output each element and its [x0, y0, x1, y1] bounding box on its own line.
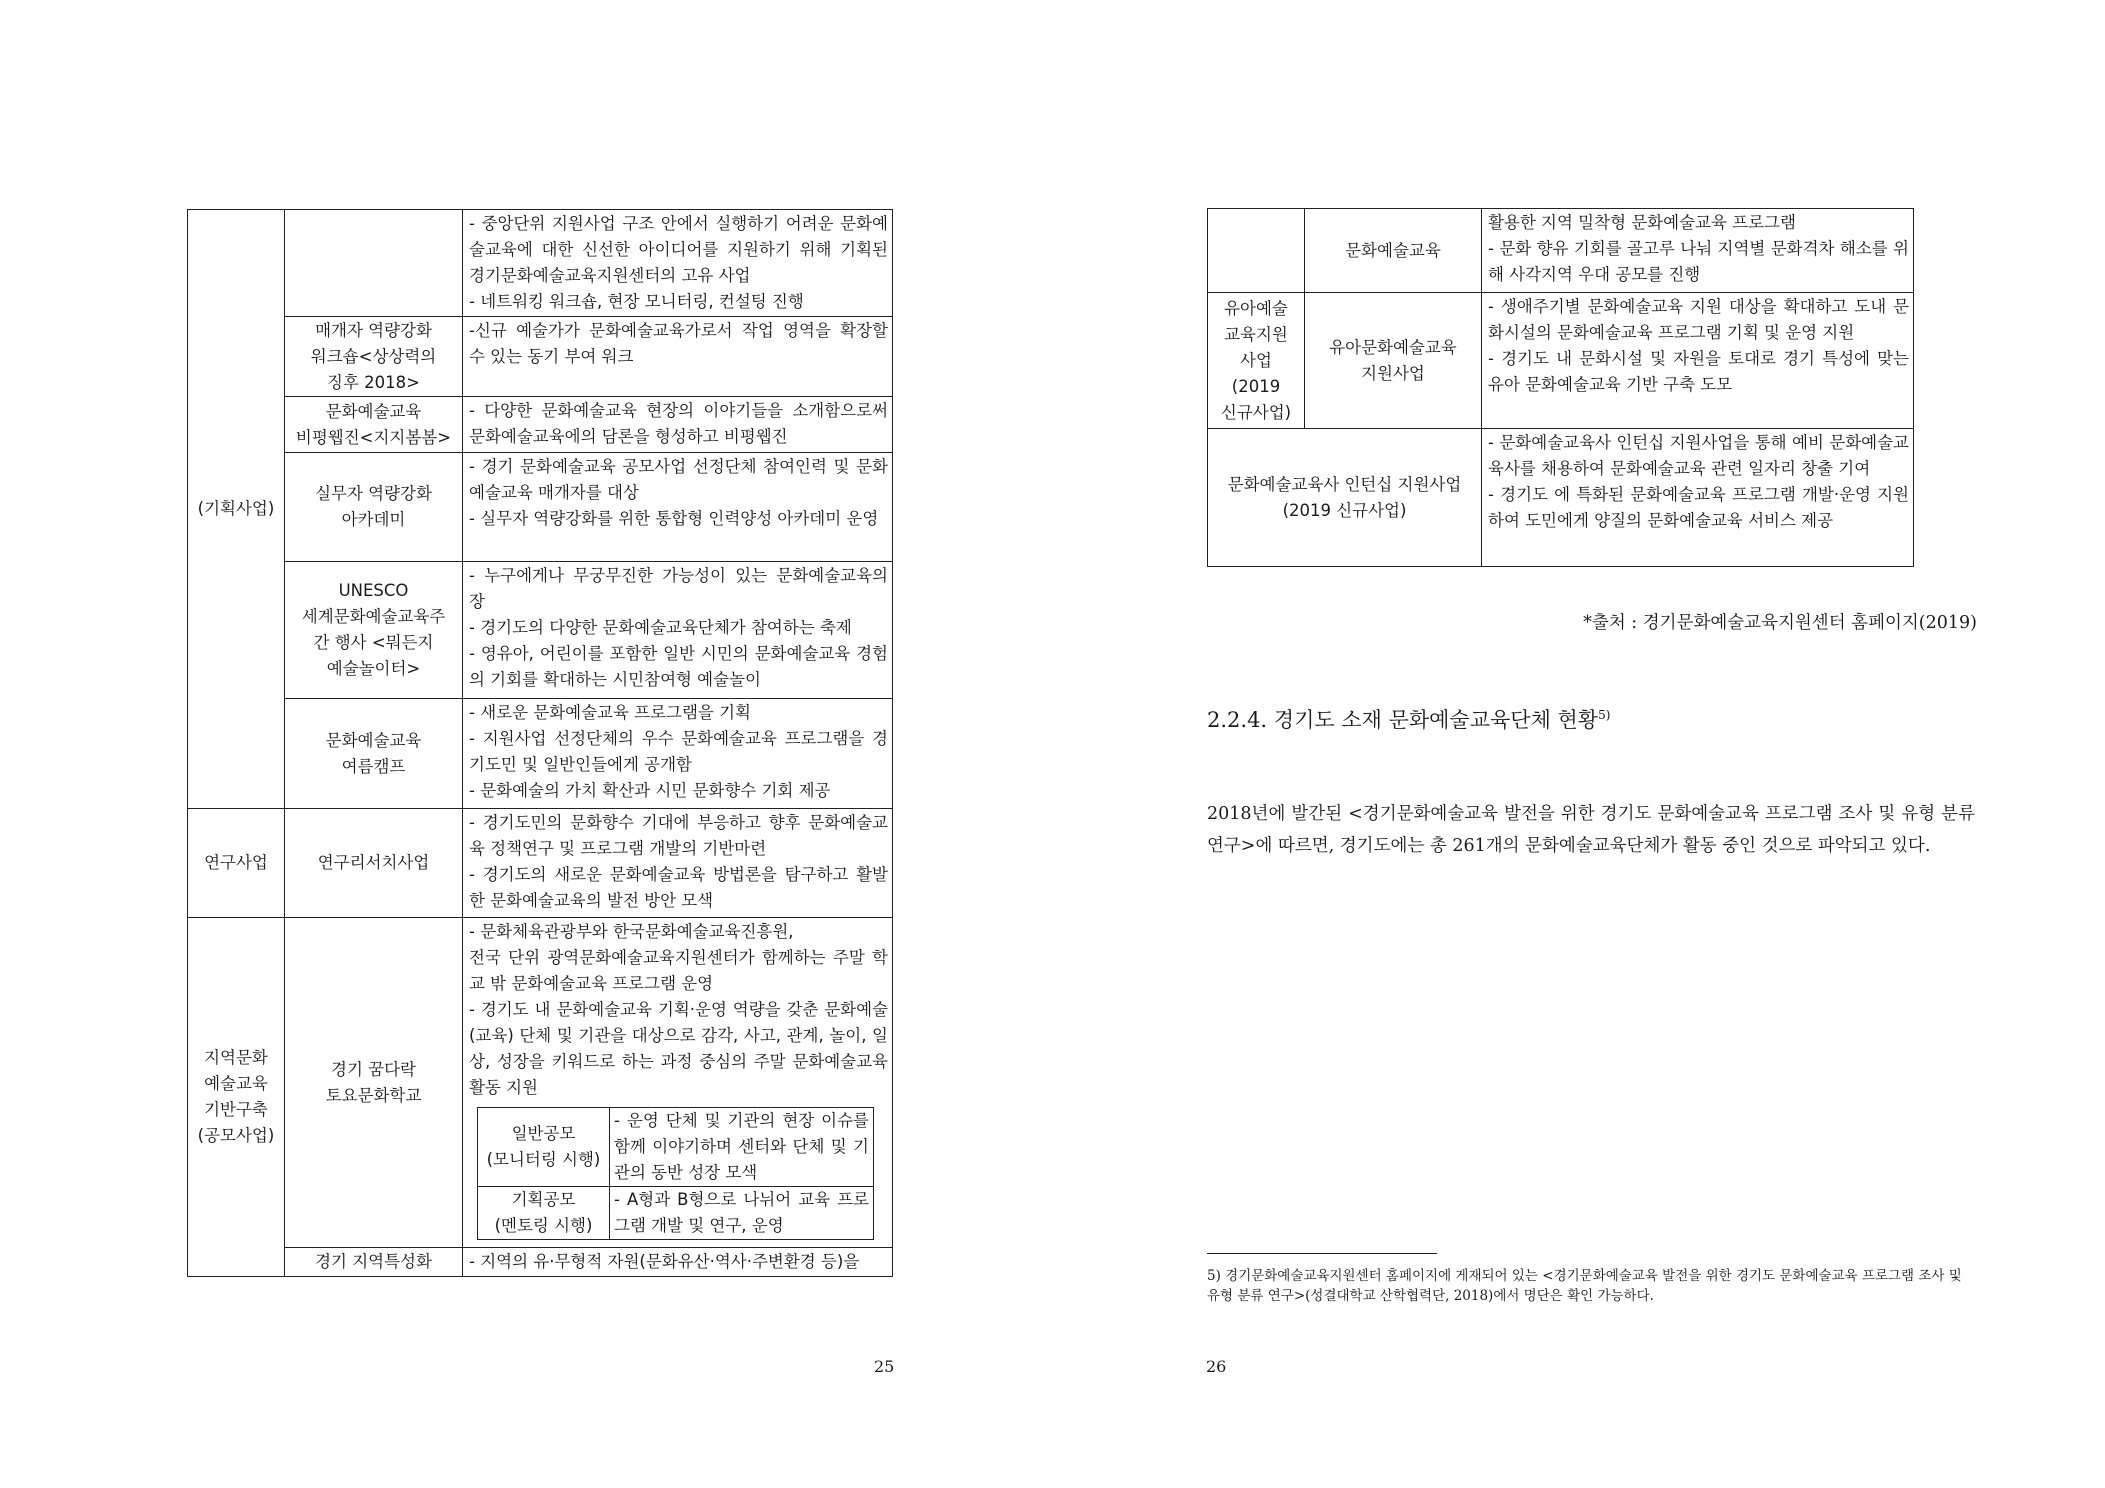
- program-name-line: 아카데미: [341, 510, 406, 529]
- description-line: - 실무자 역량강화를 위한 통합형 인력양성 아카데미 운영: [469, 509, 879, 528]
- description-line: 전국 단위 광역문화예술교육지원센터가 함께하는 주말 학교 밖 문화예술교육 프로그램 운영: [469, 948, 888, 993]
- description-line: - 생애주기별 문화예술교육 지원 대상을 확대하고 도내 문화시설의 문화예술교육 프로그램 기획 및 운영 지원: [1488, 297, 1909, 342]
- sub-program-text: - A형과 B형으로 나뉘어 교육 프로그램 개발 및 연구, 운영: [614, 1190, 869, 1235]
- description-line: - 중앙단위 지원사업 구조 안에서 실행하기 어려운 문화예술교육에 대한 신선한 아이디어를 지원하기 위해 기획된 경기문화예술교육지원센터의 고유 사업: [469, 214, 888, 285]
- page-number: 26: [1206, 1357, 1227, 1376]
- body-paragraph: 2018년에 발간된 <경기문화예술교육 발전을 위한 경기도 문화예술교육 프로그램 조사 및 유형 분류 연구>에 따르면, 경기도에는 총 261개의 문화예술교육단체가 활동 중인 것으로 파악되고 있다.: [1207, 804, 1975, 856]
- program-name-line: 간 행사 <뭐든지: [313, 633, 434, 652]
- program-name-line: 연구리서치사업: [317, 853, 430, 872]
- sub-program-row: [478, 1186, 873, 1239]
- category-line: 유아예술: [1224, 298, 1288, 318]
- description-line: - 경기도 내 문화예술교육 기획·운영 역량을 갖춘 문화예술(교육) 단체 및 기관을 대상으로 감각, 사고, 관계, 놀이, 일상, 성장을 키워드로 하는 과정 중심의 주말 문화예술교육 활동 지원: [469, 1000, 888, 1097]
- description-cell: [463, 397, 893, 453]
- description-line: - 문화체육관광부와 한국문화예술교육진흥원,: [469, 922, 794, 941]
- program-name-line: (2019 신규사업): [1282, 500, 1407, 520]
- description-line: - 경기도 내 문화시설 및 자원을 토대로 경기 특성에 맞는 유아 문화예술교육 기반 구축 도모: [1488, 349, 1909, 394]
- program-name-line: 실무자 역량강화: [315, 484, 432, 503]
- description-line: - 지역의 유·무형적 자원(문화유산·역사·주변환경 등)을: [469, 1252, 860, 1271]
- description-cell: [463, 918, 893, 1248]
- category-line: (2019: [1231, 376, 1281, 396]
- category-cell: [1208, 293, 1305, 429]
- table-row: [1208, 209, 1914, 293]
- category-line: 신규사업): [1220, 402, 1292, 422]
- category-cell: [1208, 209, 1305, 293]
- category-line: 사업: [1240, 350, 1272, 370]
- category-line: (공모사업): [197, 1126, 275, 1145]
- source-note: *출처 : 경기문화예술교육지원센터 홈페이지(2019): [1583, 613, 1977, 633]
- description-line: - 영유아, 어린이를 포함한 일반 시민의 문화예술교육 경험의 기회를 확대하는 시민참여형 예술놀이: [469, 644, 888, 689]
- table-row: [188, 397, 893, 453]
- program-cell: [285, 699, 463, 809]
- program-name-line: 문화예술교육사 인턴십 지원사업: [1227, 474, 1462, 494]
- program-cell: [285, 1248, 463, 1277]
- program-cell: [285, 210, 463, 317]
- left-page: [0, 0, 1052, 1488]
- table-row: [1208, 429, 1914, 567]
- program-table-left: [187, 209, 893, 1277]
- description-line: - 경기도 에 특화된 문화예술교육 프로그램 개발·운영 지원하여 도민에게 양질의 문화예술교육 서비스 제공: [1488, 485, 1909, 530]
- category-line: 예술교육: [204, 1074, 268, 1093]
- table-row: [188, 1248, 893, 1277]
- description-cell: [463, 453, 893, 562]
- program-cell: [285, 453, 463, 562]
- program-name-line: 유아문화예술교육: [1329, 337, 1457, 357]
- right-page: [1052, 0, 2105, 1488]
- program-name-line: 징후 2018>: [327, 372, 420, 392]
- description-cell: [463, 210, 893, 317]
- description-line: - 문화 향유 기회를 골고루 나눠 지역별 문화격차 해소를 위해 사각지역 우대 공모를 진행: [1488, 239, 1909, 284]
- description-cell: [463, 809, 893, 918]
- table-row: [188, 809, 893, 918]
- program-name-line: 지원사업: [1361, 363, 1425, 383]
- program-cell: [285, 809, 463, 918]
- page-number: 25: [874, 1357, 895, 1376]
- table-row: [188, 317, 893, 397]
- table-row: [188, 210, 893, 317]
- category-cell: [188, 809, 285, 918]
- category-line: 기반구축: [204, 1100, 268, 1119]
- sub-program-table: [477, 1107, 874, 1240]
- table-row: [188, 699, 893, 809]
- category-label: 연구사업: [204, 853, 268, 872]
- table-row: [1208, 293, 1914, 429]
- category-cell: [188, 918, 285, 1277]
- category-label: (기획사업): [197, 499, 275, 518]
- sub-program-label-line: (모니터링 시행): [486, 1150, 601, 1169]
- description-cell: [463, 317, 893, 397]
- footnote-marker: 5): [1598, 708, 1611, 722]
- program-cell: [285, 562, 463, 699]
- description-cell: [463, 699, 893, 809]
- program-name-line: 경기 꿈다락: [331, 1059, 416, 1079]
- description-line: - 새로운 문화예술교육 프로그램을 기획: [469, 703, 751, 722]
- program-cell: [1208, 429, 1482, 567]
- table-row: [188, 453, 893, 562]
- program-name-line: 경기 지역특성화: [315, 1252, 432, 1271]
- category-line: 교육지원: [1224, 324, 1288, 344]
- program-name-line: 여름캠프: [341, 756, 406, 776]
- program-cell: [285, 918, 463, 1248]
- section-heading-text: 2.2.4. 경기도 소재 문화예술교육단체 현황: [1207, 708, 1599, 732]
- footnote: [1207, 1266, 1977, 1306]
- table-row: [188, 918, 893, 1248]
- program-name-line: 워크숍<상상력의: [310, 346, 437, 366]
- description-line: - 네트워킹 워크숍, 현장 모니터링, 컨설팅 진행: [469, 292, 804, 311]
- description-cell: [463, 562, 893, 699]
- description-line: -신규 예술가가 문화예술교육가로서 작업 영역을 확장할 수 있는 동기 부여 워크: [469, 321, 888, 366]
- description-line: - 경기도의 다양한 문화예술교육단체가 참여하는 축제: [469, 618, 852, 637]
- description-line: - 다양한 문화예술교육 현장의 이야기들을 소개함으로써 문화예술교육에의 담론을 형성하고 비평웹진: [469, 401, 888, 446]
- table-row: [188, 562, 893, 699]
- description-cell: [1482, 293, 1914, 429]
- description-line: - 경기도의 새로운 문화예술교육 방법론을 탐구하고 활발한 문화예술교육의 발전 방안 모색: [469, 865, 888, 910]
- category-line: 지역문화: [204, 1048, 268, 1067]
- description-line: - 경기 문화예술교육 공모사업 선정단체 참여인력 및 문화예술교육 매개자를 대상: [469, 457, 888, 502]
- sub-program-label: [478, 1108, 610, 1186]
- program-cell: [285, 317, 463, 397]
- program-name-line: 문화예술교육: [325, 401, 422, 421]
- program-cell: [1305, 293, 1482, 429]
- sub-program-label-line: (멘토링 시행): [494, 1216, 593, 1235]
- sub-program-text: - 운영 단체 및 기관의 현장 이슈를 함께 이야기하며 센터와 단체 및 기관의 동반 성장 모색: [614, 1111, 869, 1182]
- description-cell: [1482, 209, 1914, 293]
- program-name-line: 비평웹진<지지봄봄>: [295, 427, 452, 447]
- program-cell: [1305, 209, 1482, 293]
- description-line: 활용한 지역 밀착형 문화예술교육 프로그램: [1488, 213, 1796, 232]
- description-cell: [463, 1248, 893, 1277]
- description-cell: [1482, 429, 1914, 567]
- section-heading: [1207, 704, 1610, 734]
- program-name-line: 세계문화예술교육주: [301, 607, 446, 626]
- program-cell: [285, 397, 463, 453]
- footnote-text: 5) 경기문화예술교육지원센터 홈페이지에 게재되어 있는 <경기문화예술교육 발전을 위한 경기도 문화예술교육 프로그램 조사 및 유형 분류 연구>(성결대학교 산학협력단, 2018)에서 명단은 확인 가능하다.: [1207, 1268, 1962, 1304]
- description-line: - 지원사업 선정단체의 우수 문화예술교육 프로그램을 경기도민 및 일반인들에게 공개함: [469, 729, 888, 774]
- program-name-line: 문화예술교육: [1345, 240, 1441, 260]
- sub-program-row: [478, 1108, 873, 1186]
- program-name-line: 문화예술교육: [325, 730, 422, 750]
- sub-program-label-line: 기획공모: [511, 1190, 576, 1209]
- footnote-divider: [1207, 1253, 1437, 1254]
- program-name-line: UNESCO: [338, 581, 409, 600]
- program-name-line: 토요문화학교: [325, 1085, 422, 1105]
- description-line: - 경기도민의 문화향수 기대에 부응하고 향후 문화예술교육 정책연구 및 프로그램 개발의 기반마련: [469, 813, 888, 858]
- description-line: - 문화예술교육사 인턴십 지원사업을 통해 예비 문화예술교육사를 채용하여 문화예술교육 관련 일자리 창출 기여: [1488, 433, 1909, 478]
- program-table-right: [1207, 208, 1914, 567]
- description-line: - 누구에게나 무궁무진한 가능성이 있는 문화예술교육의 장: [469, 566, 888, 611]
- description-line: - 문화예술의 가치 확산과 시민 문화향수 기회 제공: [469, 781, 831, 800]
- program-name-line: 매개자 역량강화: [315, 320, 432, 340]
- sub-program-label: [478, 1187, 610, 1239]
- category-cell: [188, 210, 285, 809]
- program-name-line: 예술놀이터>: [326, 659, 421, 678]
- sub-program-label-line: 일반공모: [511, 1124, 576, 1143]
